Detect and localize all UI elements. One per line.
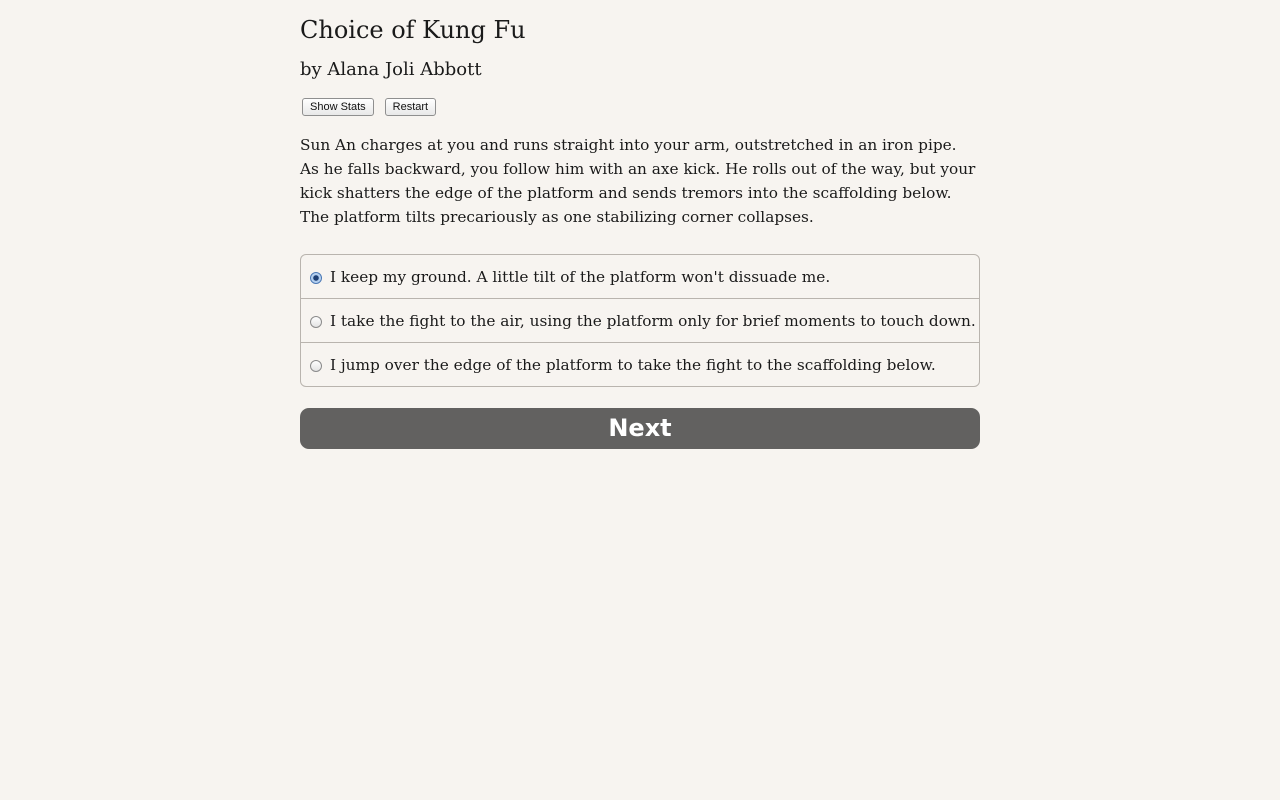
show-stats-button[interactable]: Show Stats	[302, 98, 374, 116]
toolbar	[302, 98, 436, 116]
game-author: by Alana Joli Abbott	[300, 59, 482, 80]
restart-button[interactable]: Restart	[385, 98, 436, 116]
choice-option-1[interactable]	[301, 255, 979, 298]
game-title: Choice of Kung Fu	[300, 16, 526, 44]
next-button[interactable]: Next	[300, 408, 980, 449]
radio-button-icon[interactable]	[310, 272, 322, 284]
choice-label: I keep my ground. A little tilt of the platform won't dissuade me.	[330, 267, 831, 286]
radio-button-icon[interactable]	[310, 360, 322, 372]
choice-option-2[interactable]	[301, 298, 979, 342]
choice-label: I take the fight to the air, using the platform only for brief moments to touch down.	[330, 311, 976, 330]
story-text: Sun An charges at you and runs straight into your arm, outstretched in an iron pipe. As he falls backward, you follow him with an axe kick. He rolls out of the way, but your kick shatters the edge of the platform and sends tremors into the scaffolding below. The platform tilts precariously as one stabilizing corner collapses.	[300, 136, 976, 226]
choice-label: I jump over the edge of the platform to take the fight to the scaffolding below.	[330, 355, 936, 374]
choice-list	[300, 254, 980, 387]
choice-option-3[interactable]	[301, 342, 979, 386]
radio-button-icon[interactable]	[310, 316, 322, 328]
